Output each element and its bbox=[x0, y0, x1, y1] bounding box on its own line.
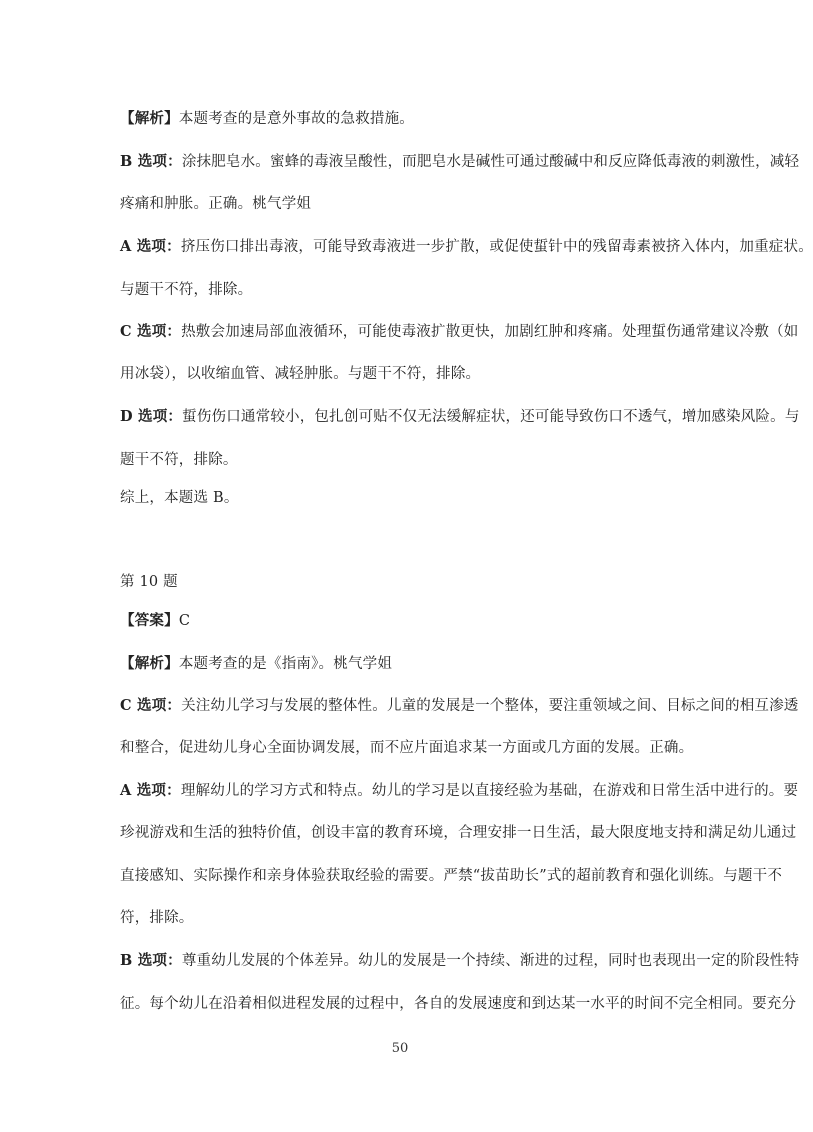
line-text: 疼痛和肿胀。正确。桃气学姐 bbox=[120, 196, 312, 212]
line-text: 与题干不符，排除。 bbox=[120, 282, 253, 298]
line-text: 和整合，促进幼儿身心全面协调发展，而不应片面追求某一方面或几方面的发展。正确。 bbox=[120, 740, 694, 756]
line-label: C 选项： bbox=[120, 697, 182, 714]
line-text: 关注幼儿学习与发展的整体性。儿童的发展是一个整体，要注重领域之间、目标之间的相互渗透 bbox=[181, 698, 799, 714]
line-label: 【答案】 bbox=[120, 612, 179, 629]
line-text: 本题考查的是《指南》。桃气学姐 bbox=[178, 656, 393, 672]
line-label: D 选项： bbox=[120, 408, 183, 425]
paragraph-line bbox=[120, 109, 690, 129]
line-label: 【解析】 bbox=[120, 655, 179, 672]
paragraph-line bbox=[120, 738, 694, 758]
paragraph-line bbox=[120, 488, 690, 508]
line-text: 涂抹肥皂水。蜜蜂的毒液呈酸性，而肥皂水是碱性可通过酸碱中和反应降低毒液的刺激性，减轻 bbox=[181, 154, 800, 170]
line-text: 第 10 题 bbox=[120, 574, 178, 590]
line-text: 尊重幼儿发展的个体差异。幼儿的发展是一个持续、渐进的过程，同时也表现出一定的阶段性特 bbox=[181, 953, 800, 969]
line-text: 珍视游戏和生活的独特价值，创设丰富的教育环境，合理安排一日生活，最大限度地支持和满足幼儿通过 bbox=[120, 825, 797, 841]
line-text: 用冰袋），以收缩血管、减轻肿胀。与题干不符，排除。 bbox=[120, 366, 481, 382]
line-text: 本题考查的是意外事故的急救措施。 bbox=[178, 111, 415, 127]
line-label: B 选项： bbox=[120, 153, 182, 170]
paragraph-line bbox=[120, 237, 813, 257]
line-text: 征。每个幼儿在沿着相似进程发展的过程中，各自的发展速度和到达某一水平的时间不完全相同。要充分 bbox=[120, 996, 797, 1012]
paragraph-line bbox=[120, 823, 797, 843]
paragraph-line bbox=[120, 696, 799, 716]
line-text: 综上，本题选 B。 bbox=[120, 490, 239, 506]
line-text: 热敷会加速局部血液循环，可能使毒液扩散更快，加剧红肿和疼痛。处理蜇伤通常建议冷敷（如 bbox=[181, 324, 799, 340]
line-label: A 选项： bbox=[120, 782, 181, 799]
paragraph-line bbox=[120, 781, 799, 801]
page-number: 50 bbox=[391, 1041, 409, 1056]
paragraph-line bbox=[120, 611, 690, 631]
paragraph-line bbox=[120, 364, 690, 384]
paragraph-line bbox=[120, 450, 690, 470]
line-label: A 选项： bbox=[120, 238, 181, 255]
paragraph-line bbox=[120, 654, 690, 674]
paragraph-line bbox=[120, 908, 690, 928]
line-label: B 选项： bbox=[120, 952, 182, 969]
paragraph-line bbox=[120, 322, 799, 342]
line-text: 题干不符，排除。 bbox=[120, 452, 238, 468]
paragraph-line bbox=[120, 194, 690, 214]
line-text: C bbox=[178, 613, 191, 629]
line-text: 直接感知、实际操作和亲身体验获取经验的需要。严禁“拔苗助长”式的超前教育和强化训练。与题干不 bbox=[120, 868, 783, 884]
question-number bbox=[120, 572, 690, 592]
line-text: 符，排除。 bbox=[120, 910, 194, 926]
paragraph-line bbox=[120, 152, 800, 172]
line-label: 【解析】 bbox=[120, 110, 179, 127]
paragraph-line bbox=[120, 866, 783, 886]
paragraph-line bbox=[120, 407, 800, 427]
line-text: 挤压伤口排出毒液，可能导致毒液进一步扩散，或促使蜇针中的残留毒素被挤入体内，加重症状。 bbox=[180, 239, 813, 255]
paragraph-line bbox=[120, 994, 797, 1014]
line-text: 蜇伤伤口通常较小，包扎创可贴不仅无法缓解症状，还可能导致伤口不透气，增加感染风险。与 bbox=[182, 409, 800, 425]
line-text: 理解幼儿的学习方式和特点。幼儿的学习是以直接经验为基础，在游戏和日常生活中进行的。要 bbox=[180, 783, 799, 799]
line-label: C 选项： bbox=[120, 323, 182, 340]
paragraph-line bbox=[120, 951, 800, 971]
paragraph-line bbox=[120, 280, 690, 300]
